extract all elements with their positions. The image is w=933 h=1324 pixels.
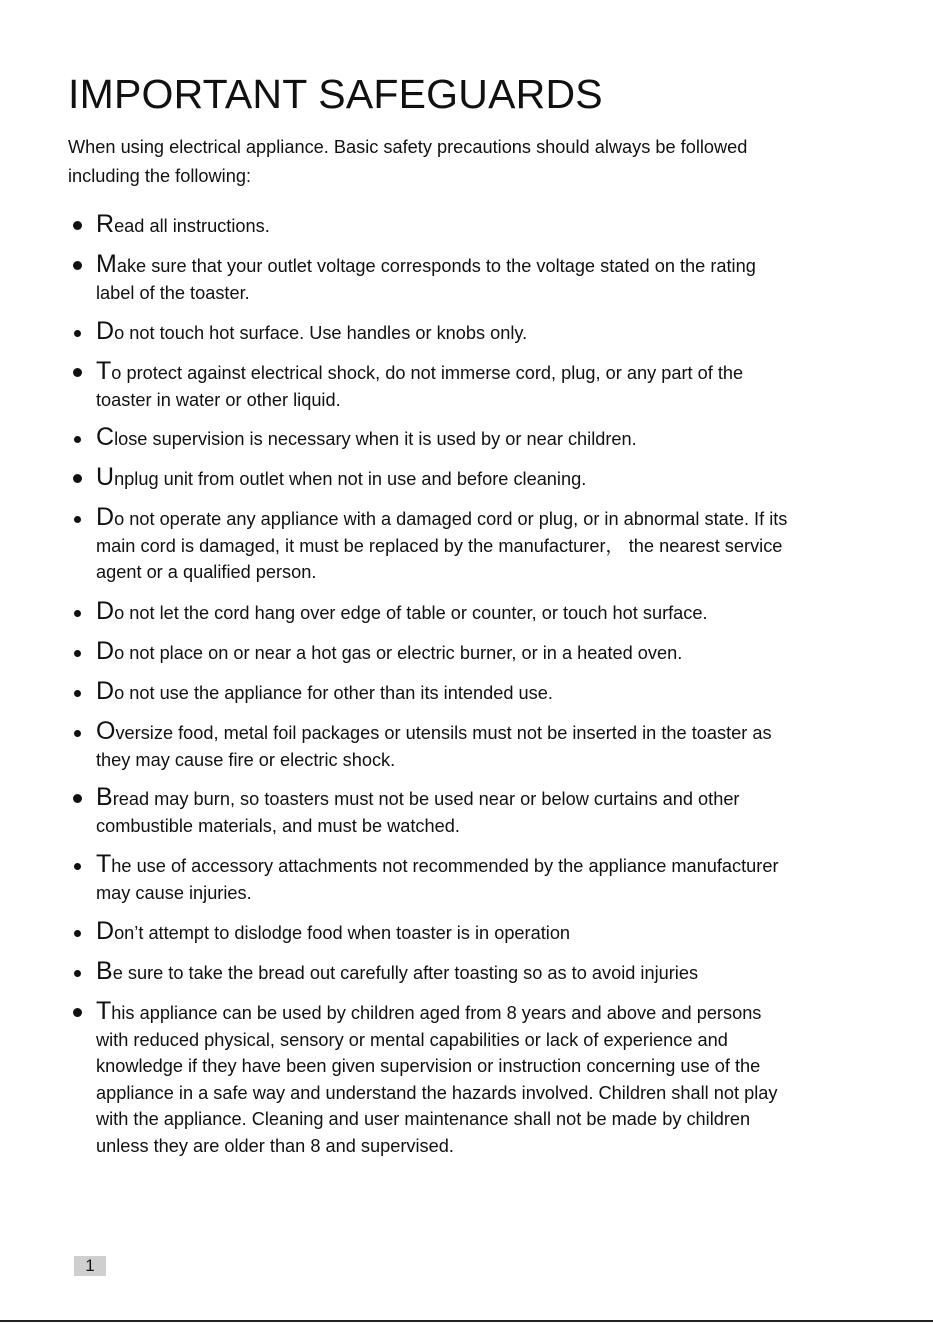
bullet-icon bbox=[73, 221, 82, 230]
safeguard-line: they may cause fire or electric shock. bbox=[96, 749, 396, 770]
safeguard-line bbox=[96, 637, 871, 667]
safeguard-line bbox=[96, 317, 871, 347]
initial-capital: T bbox=[96, 357, 112, 385]
initial-capital: T bbox=[96, 997, 112, 1025]
initial-capital: U bbox=[96, 463, 115, 491]
safeguard-line bbox=[96, 957, 871, 987]
safeguard-text: o not let the cord hang over edge of table or counter, or touch hot surface. bbox=[114, 603, 708, 623]
safeguard-item bbox=[96, 597, 871, 627]
bullet-icon bbox=[74, 730, 81, 737]
initial-capital: D bbox=[96, 597, 115, 625]
bullet-icon bbox=[74, 330, 81, 337]
safeguard-line: may cause injuries. bbox=[96, 882, 252, 903]
bullet-icon bbox=[73, 368, 82, 377]
safeguard-item bbox=[96, 317, 871, 347]
bullet-icon bbox=[73, 261, 82, 270]
initial-capital: B bbox=[96, 957, 113, 985]
initial-capital: M bbox=[96, 250, 117, 278]
safeguard-line: agent or a qualified person. bbox=[96, 562, 317, 583]
safeguard-text: lose supervision is necessary when it is used by or near children. bbox=[114, 429, 637, 449]
initial-capital: B bbox=[96, 783, 113, 811]
safeguard-line bbox=[96, 850, 871, 880]
safeguard-text: his appliance can be used by children aged from 8 years and above and persons bbox=[111, 1003, 762, 1023]
safeguard-item bbox=[96, 250, 871, 306]
safeguard-line bbox=[96, 357, 871, 387]
safeguard-text: o not operate any appliance with a damaged cord or plug, or in abnormal state. If its bbox=[114, 509, 788, 529]
safeguard-line bbox=[96, 783, 871, 813]
bullet-icon bbox=[74, 970, 81, 977]
safeguard-text: read may burn, so toasters must not be used near or below curtains and other bbox=[112, 789, 740, 809]
safeguard-text: nplug unit from outlet when not in use and before cleaning. bbox=[114, 469, 587, 489]
safeguard-text: on’t attempt to dislodge food when toaster is in operation bbox=[114, 923, 571, 943]
initial-capital: D bbox=[96, 677, 115, 705]
intro-line: including the following: bbox=[68, 166, 252, 186]
safeguard-line bbox=[96, 423, 871, 453]
intro-line: When using electrical appliance. Basic safety precautions should always be followed bbox=[68, 137, 748, 157]
bullet-icon bbox=[74, 516, 81, 523]
safeguard-line: knowledge if they have been given supervision or instruction concerning use of the bbox=[96, 1056, 761, 1077]
page-title: IMPORTANT SAFEGUARDS bbox=[68, 71, 603, 117]
bullet-icon bbox=[73, 1008, 82, 1017]
safeguard-text: ead all instructions. bbox=[114, 216, 270, 236]
initial-capital: R bbox=[96, 210, 115, 238]
safeguard-text: o not place on or near a hot gas or electric burner, or in a heated oven. bbox=[114, 643, 683, 663]
initial-capital: D bbox=[96, 503, 115, 531]
safeguard-line: with the appliance. Cleaning and user maintenance shall not be made by children bbox=[96, 1109, 751, 1130]
safeguard-item bbox=[96, 357, 871, 413]
safeguard-item bbox=[96, 423, 871, 453]
safeguard-text: e sure to take the bread out carefully after toasting so as to avoid injuries bbox=[112, 963, 699, 983]
safeguard-item bbox=[96, 717, 871, 773]
safeguard-item bbox=[96, 850, 871, 906]
page-number: 1 bbox=[74, 1256, 106, 1276]
safeguard-line: appliance in a safe way and understand the hazards involved. Children shall not play bbox=[96, 1082, 778, 1103]
safeguard-item bbox=[96, 463, 871, 493]
safeguard-line bbox=[96, 597, 871, 627]
intro-paragraph bbox=[68, 133, 868, 191]
bullet-icon bbox=[74, 610, 81, 617]
safeguard-item bbox=[96, 637, 871, 667]
safeguard-item bbox=[96, 783, 871, 839]
safeguard-line bbox=[96, 250, 871, 280]
safeguard-text: o not touch hot surface. Use handles or knobs only. bbox=[114, 323, 528, 343]
safeguard-item bbox=[96, 503, 871, 586]
safeguard-item bbox=[96, 917, 871, 947]
safeguard-line bbox=[96, 503, 871, 533]
bullet-icon bbox=[73, 794, 82, 803]
initial-capital: T bbox=[96, 850, 112, 878]
safeguard-text: o not use the appliance for other than its intended use. bbox=[114, 683, 553, 703]
safeguard-item bbox=[96, 957, 871, 987]
safeguard-line: label of the toaster. bbox=[96, 282, 250, 303]
safeguard-text: versize food, metal foil packages or utensils must not be inserted in the toaster as bbox=[115, 723, 772, 743]
initial-capital: O bbox=[96, 717, 116, 745]
safeguard-text: ake sure that your outlet voltage corresponds to the voltage stated on the rating bbox=[116, 256, 756, 276]
bullet-icon bbox=[74, 650, 81, 657]
bottom-rule bbox=[0, 1320, 933, 1322]
bullet-icon bbox=[74, 436, 81, 443]
safeguard-item bbox=[96, 210, 871, 240]
safeguard-line: combustible materials, and must be watched. bbox=[96, 815, 460, 836]
bullet-icon bbox=[74, 863, 81, 870]
safeguard-line bbox=[96, 210, 871, 240]
safeguard-line: unless they are older than 8 and supervised. bbox=[96, 1135, 454, 1156]
safeguard-line bbox=[96, 917, 871, 947]
safeguard-line bbox=[96, 717, 871, 747]
safeguard-line bbox=[96, 677, 871, 707]
initial-capital: D bbox=[96, 317, 115, 345]
safeguard-line bbox=[96, 997, 871, 1027]
safeguard-item bbox=[96, 677, 871, 707]
initial-capital: D bbox=[96, 917, 115, 945]
safeguard-line: main cord is damaged, it must be replaced by the manufacturer， the nearest service bbox=[96, 535, 783, 556]
bullet-icon bbox=[74, 930, 81, 937]
safeguard-text: he use of accessory attachments not recommended by the appliance manufacturer bbox=[111, 856, 779, 876]
initial-capital: C bbox=[96, 423, 115, 451]
safeguard-line: with reduced physical, sensory or mental capabilities or lack of experience and bbox=[96, 1029, 728, 1050]
initial-capital: D bbox=[96, 637, 115, 665]
safeguard-line bbox=[96, 463, 871, 493]
bullet-icon bbox=[73, 474, 82, 483]
safeguard-item bbox=[96, 997, 871, 1160]
safeguard-text: o protect against electrical shock, do not immerse cord, plug, or any part of the bbox=[111, 363, 744, 383]
bullet-icon bbox=[74, 690, 81, 697]
safeguard-line: toaster in water or other liquid. bbox=[96, 389, 341, 410]
